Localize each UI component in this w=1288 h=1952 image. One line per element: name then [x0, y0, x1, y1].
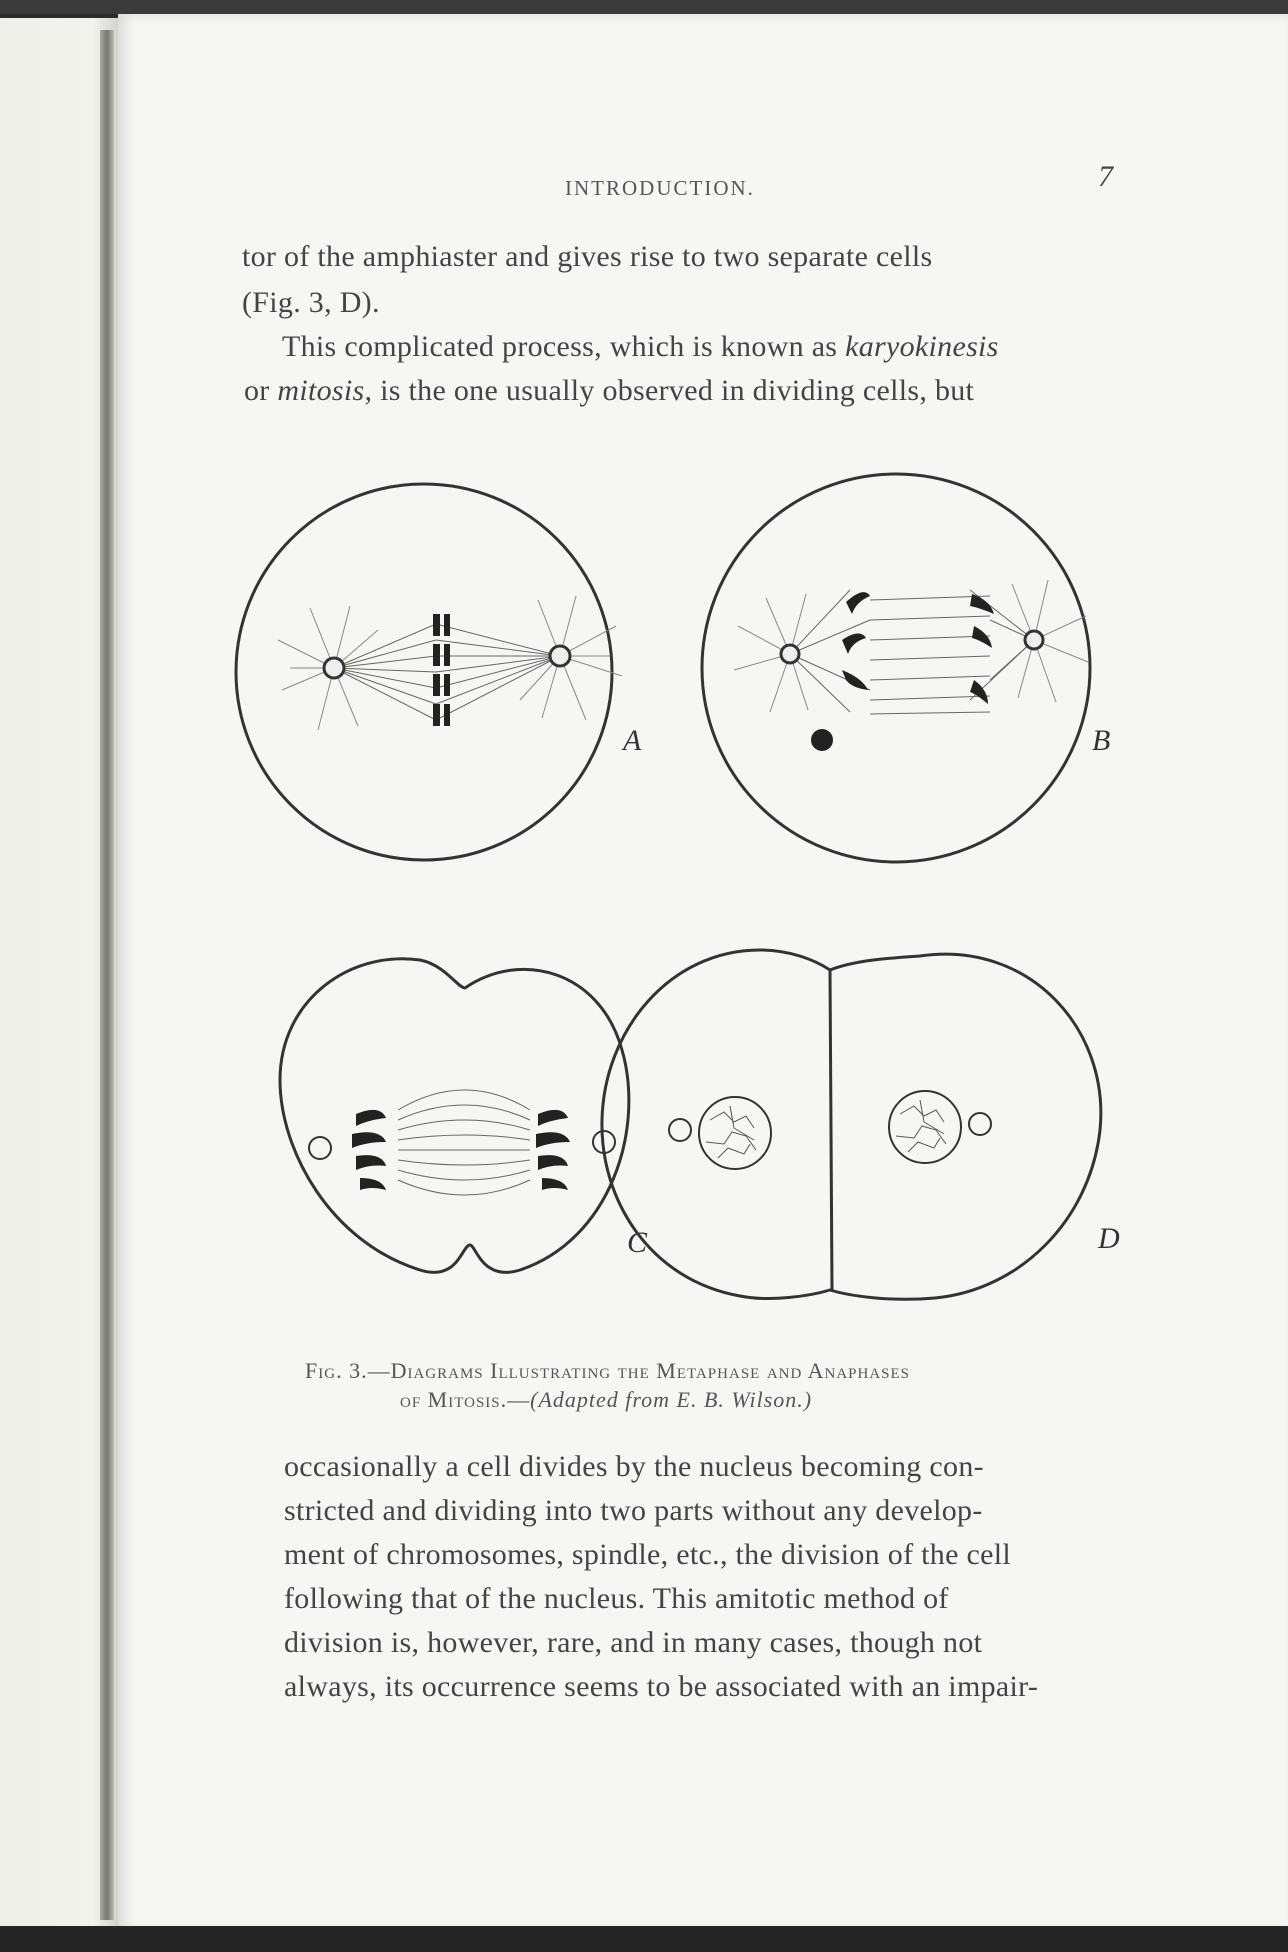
panel-label-b: B	[1092, 724, 1111, 757]
panel-label-d: D	[1098, 1222, 1120, 1255]
text-line: ment of chromosomes, spindle, etc., the division of the cell	[284, 1538, 1012, 1571]
mitosis-diagram	[230, 430, 1130, 1330]
panel-a-metaphase	[236, 484, 622, 860]
text-fragment: is the one usually observed in dividing cells, but	[372, 374, 975, 407]
panel-label-c: C	[627, 1226, 648, 1259]
book-binding-shadow	[100, 30, 114, 1920]
caption-title-continued: of Mitosis.—	[400, 1387, 531, 1412]
text-line: following that of the nucleus. This amitotic method of	[284, 1582, 949, 1615]
scan-bottom-edge	[0, 1926, 1288, 1952]
running-head: INTRODUCTION.	[565, 176, 755, 200]
caption-title: Diagrams Illustrating the Metaphase and Anaphases	[390, 1358, 911, 1383]
text-line: (Fig. 3, D).	[242, 286, 380, 319]
term-mitosis: mitosis,	[277, 374, 373, 407]
panel-d-telophase	[602, 950, 1101, 1299]
caption-source: (Adapted from E. B. Wilson.)	[530, 1387, 813, 1412]
text-fragment: This complicated process, which is known as	[282, 330, 846, 363]
text-line: stricted and dividing into two parts without any develop-	[284, 1494, 983, 1527]
page-number: 7	[1098, 160, 1113, 193]
panel-c-late-anaphase	[280, 959, 629, 1273]
panel-b-anaphase	[702, 474, 1090, 862]
text-line: always, its occurrence seems to be associated with an impair-	[284, 1670, 1039, 1703]
caption-figure-number: Fig. 3.—	[305, 1358, 391, 1383]
text-line	[244, 374, 974, 408]
scan-top-edge	[0, 0, 1288, 14]
figure-caption-line-1	[305, 1358, 910, 1384]
text-line: tor of the amphiaster and gives rise to two separate cells	[242, 240, 933, 273]
text-line	[282, 330, 999, 364]
term-karyokinesis: karyokinesis	[845, 330, 999, 363]
figure-caption-line-2	[400, 1387, 812, 1413]
text-line: occasionally a cell divides by the nucleus becoming con-	[284, 1450, 984, 1483]
text-line: division is, however, rare, and in many cases, though not	[284, 1626, 983, 1659]
text-fragment: or	[244, 374, 278, 407]
panel-label-a: A	[623, 724, 642, 757]
